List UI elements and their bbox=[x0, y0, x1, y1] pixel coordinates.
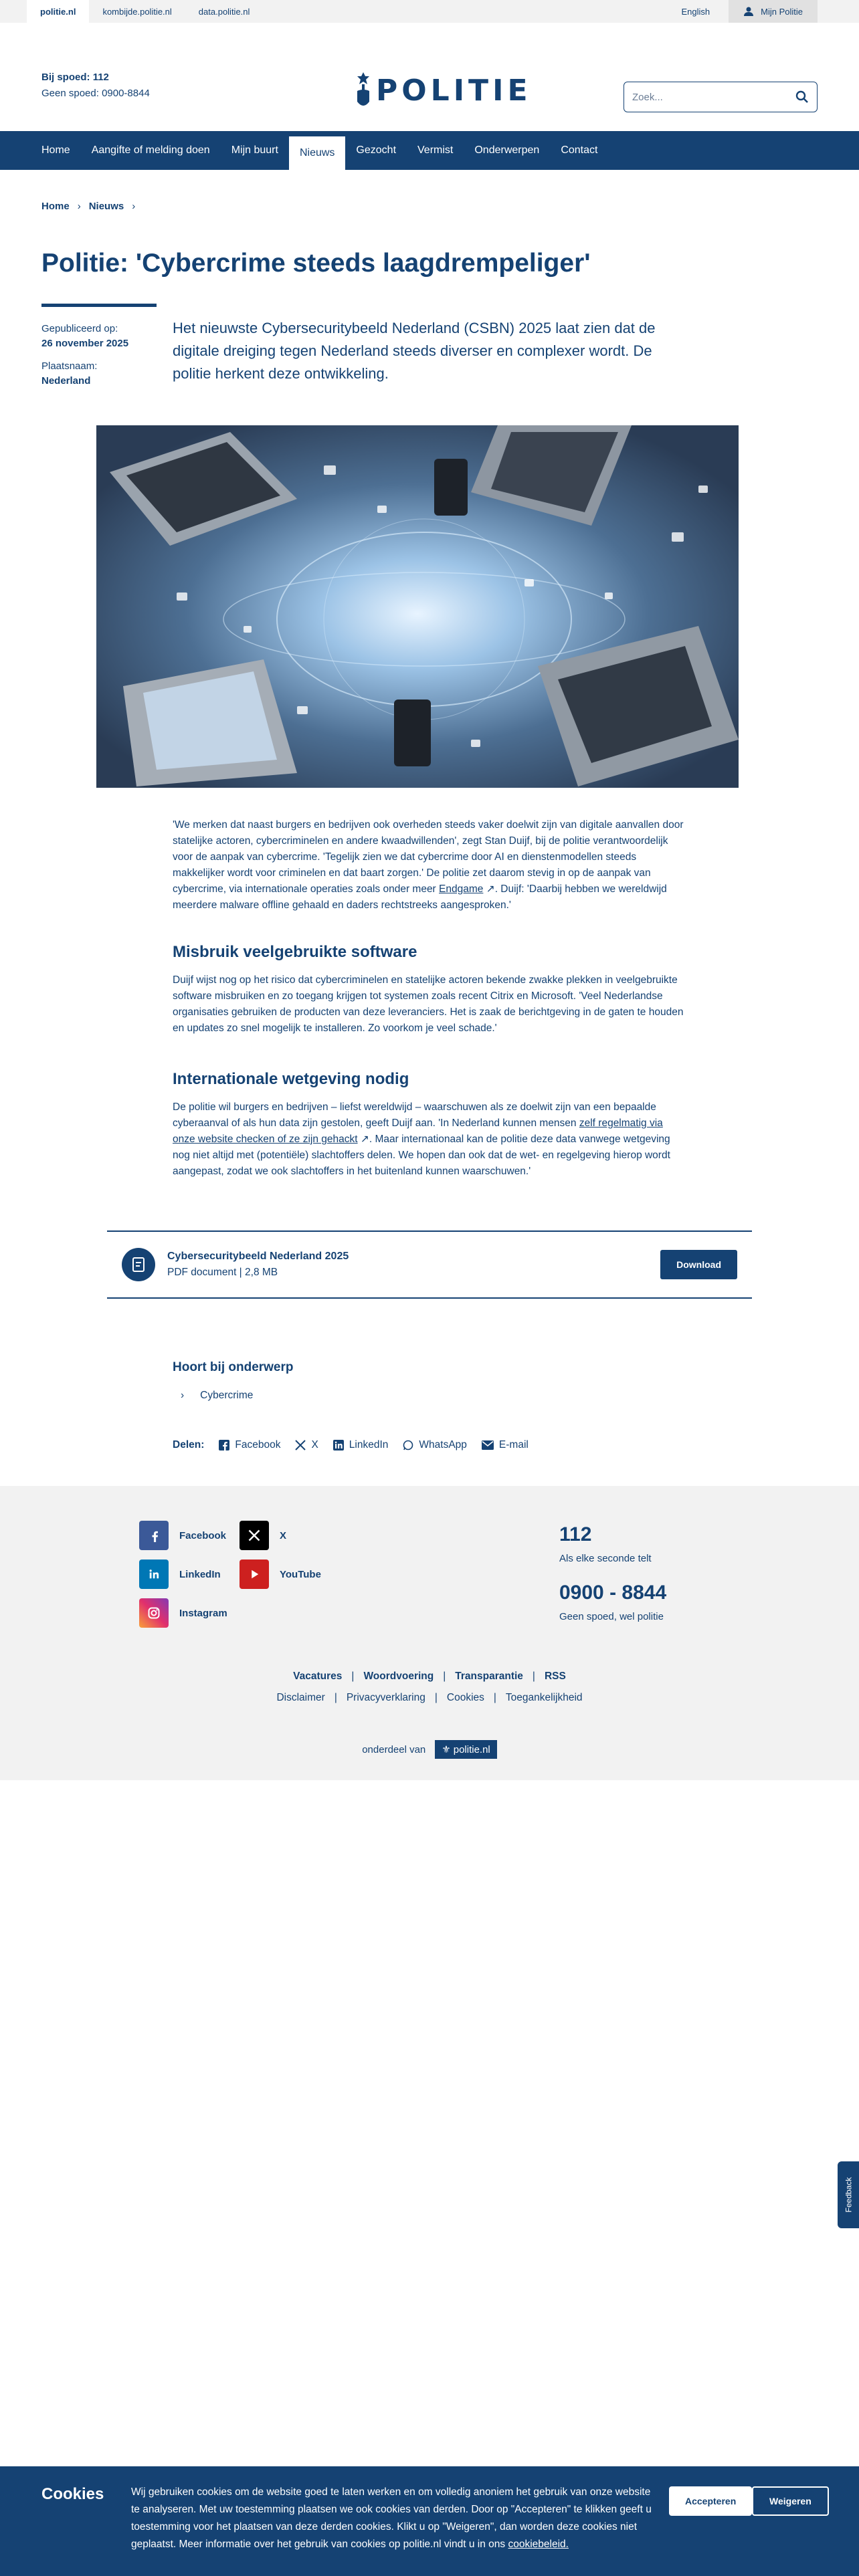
emergency-label: Bij spoed: bbox=[41, 72, 90, 83]
footer-link-toegankelijkheid[interactable]: Toegankelijkheid bbox=[505, 1692, 583, 1703]
reject-cookies-button[interactable]: Weigeren bbox=[752, 2486, 829, 2516]
related-heading: Hoort bij onderwerp bbox=[173, 1360, 294, 1374]
footer-primary-links: Vacatures | Woordvoering | Transparantie | RSS bbox=[293, 1671, 566, 1682]
download-button[interactable]: Download bbox=[660, 1250, 737, 1279]
mail-icon bbox=[482, 1440, 494, 1450]
social-linkedin[interactable] bbox=[139, 1560, 240, 1589]
section-heading: Internationale wetgeving nodig bbox=[173, 1070, 409, 1088]
social-links bbox=[139, 1521, 340, 1628]
user-icon bbox=[743, 6, 754, 17]
paragraph-text: De politie wil burgers en bedrijven – liefst wereldwijd – waarschuwen als ze doelwit zijn van een bepaalde cyberaanval of als hun data zijn gestolen, geeft Duijf aan. 'In Nederland kunnen mensen bbox=[173, 1101, 656, 1129]
share-facebook[interactable] bbox=[219, 1439, 280, 1451]
badge-icon bbox=[355, 71, 372, 110]
part-of bbox=[0, 1740, 859, 1759]
social-youtube[interactable] bbox=[240, 1560, 340, 1589]
top-bar-right bbox=[663, 0, 818, 23]
nav-vermist[interactable]: Vermist bbox=[417, 144, 454, 156]
footer-link-transparantie[interactable]: Transparantie bbox=[455, 1671, 523, 1682]
share-x[interactable] bbox=[295, 1439, 318, 1451]
search-icon[interactable] bbox=[795, 90, 809, 104]
top-bar bbox=[0, 0, 859, 23]
place-value: Nederland bbox=[41, 375, 91, 387]
footer-link-cookies[interactable]: Cookies bbox=[446, 1692, 484, 1703]
chevron-right-icon: › bbox=[132, 201, 136, 212]
paragraph-text: Duijf wijst nog op het risico dat cybercriminelen en statelijke actoren bekende zwakke plekken in veelgebruikte software misbruiken en zo toegang krijgen tot systemen zoals recent Citrix en Microsoft. 'Veel Nederlandse organisaties gebruiken de producten van deze leveranciers. Het is zaak de berichtgeving in de gaten te houden en updates zo snel mogelijk te installeren. Zo voorkom je veel schade.' bbox=[173, 974, 684, 1034]
published-label: Gepubliceerd op: bbox=[41, 323, 118, 334]
footer-link-rss[interactable]: RSS bbox=[544, 1671, 566, 1682]
footer-link-vacatures[interactable]: Vacatures bbox=[293, 1671, 343, 1682]
emergency-info bbox=[41, 70, 150, 102]
footer-link-privacy[interactable]: Privacyverklaring bbox=[346, 1692, 425, 1703]
english-link[interactable]: English bbox=[681, 6, 710, 17]
search-input[interactable] bbox=[632, 92, 795, 103]
external-link-icon: ↗ bbox=[483, 883, 495, 895]
place-label: Plaatsnaam: bbox=[41, 360, 98, 372]
youtube-icon bbox=[240, 1560, 269, 1589]
nav-contact[interactable]: Contact bbox=[561, 144, 598, 156]
section-heading: Misbruik veelgebruikte software bbox=[173, 943, 417, 961]
facebook-icon bbox=[139, 1521, 169, 1550]
footer-emergency-number: 112 bbox=[559, 1523, 592, 1545]
search-box bbox=[624, 82, 818, 112]
chevron-right-icon: › bbox=[181, 1390, 185, 1401]
footer-link-woordvoering[interactable]: Woordvoering bbox=[363, 1671, 434, 1682]
linkedin-icon bbox=[139, 1560, 169, 1589]
part-of-label: onderdeel van bbox=[362, 1743, 426, 1755]
social-x-label: X bbox=[280, 1529, 287, 1541]
tab-data[interactable]: data.politie.nl bbox=[198, 6, 250, 17]
footer-link-disclaimer[interactable]: Disclaimer bbox=[276, 1692, 325, 1703]
article-paragraph-1 bbox=[173, 817, 688, 914]
share-email-label: E-mail bbox=[498, 1439, 529, 1451]
share-x-label: X bbox=[311, 1439, 318, 1451]
social-instagram-label: Instagram bbox=[179, 1607, 227, 1619]
footer-emergency-text: Als elke seconde telt bbox=[559, 1553, 652, 1564]
x-icon bbox=[240, 1521, 269, 1550]
download-title: Cybersecuritybeeld Nederland 2025 bbox=[167, 1251, 349, 1262]
social-facebook-label: Facebook bbox=[179, 1529, 227, 1541]
chevron-right-icon: › bbox=[77, 201, 81, 212]
share-bar bbox=[173, 1439, 529, 1451]
share-whatsapp-label: WhatsApp bbox=[419, 1439, 467, 1451]
tab-kombijde[interactable]: kombijde.politie.nl bbox=[102, 6, 172, 17]
nav-nieuws[interactable]: Nieuws bbox=[289, 136, 345, 170]
share-label: Delen: bbox=[173, 1439, 205, 1451]
nav-mijn-buurt[interactable]: Mijn buurt bbox=[231, 144, 278, 156]
topic-label: Cybercrime bbox=[200, 1390, 254, 1401]
share-linkedin-label: LinkedIn bbox=[349, 1439, 389, 1451]
x-icon bbox=[295, 1440, 306, 1451]
share-email[interactable] bbox=[482, 1439, 529, 1451]
download-block bbox=[107, 1230, 752, 1299]
tab-politie-nl[interactable]: politie.nl bbox=[27, 0, 89, 23]
site-switcher bbox=[27, 0, 263, 23]
social-youtube-label: YouTube bbox=[280, 1568, 321, 1580]
logo-wordmark: POLITIE bbox=[376, 73, 532, 108]
nonemergency-text: Geen spoed: 0900-8844 bbox=[41, 88, 150, 99]
article-meta bbox=[41, 304, 157, 397]
hero-image bbox=[96, 425, 739, 788]
cookie-policy-link[interactable]: cookiebeleid. bbox=[508, 2539, 569, 2550]
page-title: Politie: 'Cybercrime steeds laagdrempeliger' bbox=[41, 249, 591, 278]
mijn-politie-label: Mijn Politie bbox=[761, 6, 803, 17]
share-facebook-label: Facebook bbox=[235, 1439, 281, 1451]
accept-cookies-button[interactable]: Accepteren bbox=[669, 2486, 752, 2516]
topic-link-cybercrime[interactable] bbox=[173, 1390, 294, 1402]
related-topics bbox=[173, 1360, 294, 1402]
footer-nonemergency-text: Geen spoed, wel politie bbox=[559, 1611, 664, 1622]
whatsapp-icon bbox=[403, 1440, 413, 1451]
paragraph-text: . Duijf: 'Daarbij hebben we wereldwijd meerdere malware offline gehaald en daders rechtstreeks aangesproken.' bbox=[173, 883, 667, 911]
breadcrumb-nieuws[interactable]: Nieuws bbox=[88, 201, 124, 212]
feedback-label: Feedback bbox=[844, 2177, 854, 2213]
external-link-icon: ↗ bbox=[357, 1134, 369, 1145]
badge-icon: ⚜ bbox=[442, 1744, 451, 1755]
social-instagram[interactable] bbox=[139, 1598, 240, 1628]
header bbox=[0, 23, 859, 131]
feedback-button[interactable] bbox=[838, 2161, 859, 2228]
footer-secondary-links: Disclaimer | Privacyverklaring | Cookies | Toegankelijkheid bbox=[276, 1692, 583, 1703]
politie-nl-badge[interactable] bbox=[435, 1740, 497, 1759]
nav-aangifte[interactable]: Aangifte of melding doen bbox=[91, 144, 210, 156]
mijn-politie-link[interactable] bbox=[729, 0, 818, 23]
cookie-text: Wij gebruiken cookies om de website goed te laten werken en om volledig anoniem het gebruik van onze website te analyseren. Met uw toestemming plaatsen we ook cookies van derden. Door op "Accepteren" te klikken geeft u toestemming voor het plaatsen van deze derden cookies. Klikt u op "Weigeren", dan worden deze cookies niet geplaatst. Meer informatie over het gebruik van cookies op politie.nl vindt u in ons bbox=[131, 2486, 652, 2550]
share-whatsapp[interactable] bbox=[403, 1439, 467, 1451]
download-meta: PDF document | 2,8 MB bbox=[167, 1267, 278, 1278]
politie-logo[interactable] bbox=[355, 71, 532, 110]
section-wetgeving bbox=[173, 1071, 688, 1180]
cookie-banner bbox=[0, 2466, 859, 2576]
nav-home[interactable]: Home bbox=[41, 144, 70, 156]
nav-onderwerpen[interactable]: Onderwerpen bbox=[474, 144, 540, 156]
share-linkedin[interactable] bbox=[333, 1439, 389, 1451]
emergency-number: 112 bbox=[92, 72, 109, 83]
section-misbruik bbox=[173, 944, 688, 1037]
main-navigation bbox=[0, 131, 859, 170]
facebook-icon bbox=[219, 1440, 229, 1451]
article-intro: Het nieuwste Cybersecuritybeeld Nederland (CSBN) 2025 laat zien dat de digitale dreiging tegen Nederland steeds diverser en complexer wordt. De politie herkent deze ontwikkeling. bbox=[173, 320, 656, 382]
cookie-title: Cookies bbox=[41, 2485, 104, 2503]
breadcrumb-home[interactable]: Home bbox=[41, 201, 70, 212]
social-x[interactable] bbox=[240, 1521, 340, 1550]
instagram-icon bbox=[139, 1598, 169, 1628]
politie-nl-badge-label: politie.nl bbox=[453, 1743, 490, 1755]
endgame-link[interactable]: Endgame bbox=[439, 883, 484, 895]
hack-check-link[interactable]: zelf regelmatig via onze website checken of ze zijn gehackt bbox=[173, 1117, 663, 1145]
footer bbox=[0, 1486, 859, 1780]
linkedin-icon bbox=[333, 1440, 344, 1451]
social-facebook[interactable] bbox=[139, 1521, 240, 1550]
paragraph-text: 'We merken dat naast burgers en bedrijven ook overheden steeds vaker doelwit zijn van digitale aanvallen door statelijke actoren, cybercriminelen en andere kwaadwillenden', zegt Stan Duijf, bij de politie verantwoordelijk voor de aanpak van cybercrime. 'Tegelijk zien we dat cybercrime door AI en dienstenmodellen steeds makkelijker wordt voor criminelen en dat baart zorgen.' De politie zet daarom stevig in op de aanpak van cybercrime, via internationale operaties zoals onder meer bbox=[173, 819, 684, 895]
paragraph-text: . Maar internationaal kan de politie deze data vanwege wetgeving nog niet altijd met (potentiële) slachtoffers delen. We hopen dan ook dat de wet- en regelgeving hierop wordt aangepast, zodat we ook slachtoffers in het buitenland kunnen waarschuwen.' bbox=[173, 1134, 670, 1177]
footer-nonemergency-number: 0900 - 8844 bbox=[559, 1582, 667, 1604]
nav-gezocht[interactable]: Gezocht bbox=[356, 144, 397, 156]
document-icon bbox=[122, 1248, 155, 1281]
breadcrumb bbox=[41, 201, 135, 212]
published-date: 26 november 2025 bbox=[41, 338, 129, 349]
social-linkedin-label: LinkedIn bbox=[179, 1568, 221, 1580]
footer-contact bbox=[559, 1523, 666, 1640]
